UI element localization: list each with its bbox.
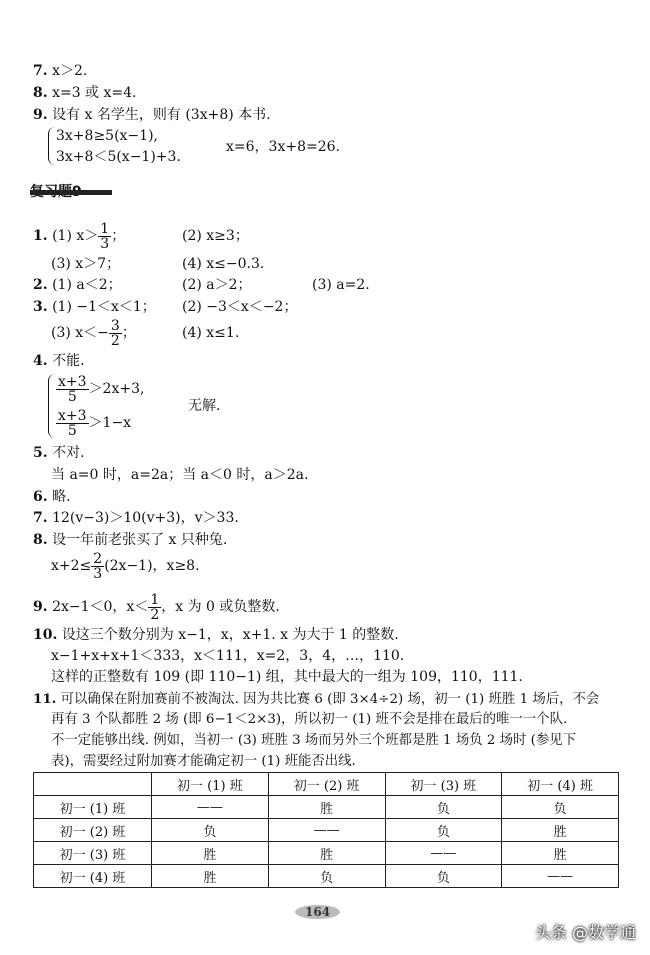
answer-8: [33, 84, 137, 102]
table-row: [34, 865, 619, 888]
q11-line-3: 不一定能够出线. 例如，当初一 (3) 班胜 3 场而另外三个班都是胜 1 场负 2 场时 (参见下: [51, 733, 577, 748]
answer-text: 设有 x 名学生，则有 (3x+8) 本书.: [52, 107, 271, 123]
q5-text: 不对.: [52, 445, 85, 461]
item-number: 5.: [33, 445, 48, 461]
answer-7: [33, 62, 87, 80]
answer-text: x=3 或 x=4.: [52, 85, 137, 101]
q3-answer-2: (2) −3＜x＜−2；: [182, 299, 298, 315]
table-row-header: 初一 (2) 班: [34, 819, 152, 842]
item-number: 9.: [33, 599, 48, 615]
table-header-row: [34, 773, 619, 796]
results-table: [33, 772, 619, 888]
fraction: $\frac{1}{2}$: [150, 591, 160, 623]
q11-line-4: 表)，需要经过附加赛才能确定初一 (1) 班能否出线.: [51, 754, 356, 769]
answer-text: x＞2.: [52, 63, 88, 79]
watermark: 头条 @数学通: [534, 923, 636, 942]
table-cell: 胜: [502, 842, 619, 865]
item-number: 4.: [33, 353, 48, 369]
table-row: [34, 842, 619, 865]
fraction: $\frac{1}{3}$: [100, 220, 110, 252]
q11-line-2: 再有 3 个队都胜 2 场 (即 6−1＜2×3)，所以初一 (1) 班不会是排在最后的唯一一个队.: [51, 712, 568, 727]
item-number: 11.: [33, 691, 57, 707]
q11-line-1: 可以确保在附加赛前不被淘汰. 因为共比赛 6 (即 3×4÷2) 场，初一 (1) 班胜 1 场后，不会: [60, 692, 600, 707]
q8: [33, 531, 227, 549]
item-number: 9.: [33, 107, 48, 123]
table-row-header: 初一 (3) 班: [34, 842, 152, 865]
q1-line-1: 1. (1) x＞ $\frac{1}{3}$ ；: [33, 220, 126, 252]
table-header-cell: 初一 (4) 班: [502, 773, 619, 796]
q8-text: 设一年前老张买了 x 只种兔.: [52, 532, 228, 548]
table-cell: 负: [385, 819, 502, 842]
q1-answer-4: (4) x≤−0.3.: [182, 256, 265, 272]
table-header-cell: [34, 773, 152, 796]
q3: [33, 298, 156, 316]
item-number: 8.: [33, 532, 48, 548]
table-cell: 胜: [268, 796, 385, 819]
table-cell: ——: [502, 865, 619, 888]
q8-formula: x+2≤ $\frac{2}{3}$ (2x−1)，x≥8.: [51, 550, 200, 582]
table-cell: 负: [268, 865, 385, 888]
title-strike-mark: [30, 190, 112, 195]
q6-text: 略.: [52, 489, 71, 505]
item-number: 8.: [33, 85, 48, 101]
table-header-cell: 初一 (2) 班: [268, 773, 385, 796]
q4-line-1: $\frac{x+3}{5}$ ＞2x+3,: [58, 373, 145, 405]
q4-answer: 无解.: [188, 398, 221, 414]
q2: [33, 276, 122, 294]
q4-text: 不能.: [52, 353, 85, 369]
table-cell: 负: [385, 796, 502, 819]
q11: [33, 690, 599, 709]
q2-answer-1: (1) a＜2；: [52, 277, 122, 293]
q4-line-2: $\frac{x+3}{5}$ ＞1−x: [58, 407, 132, 439]
table-cell: ——: [268, 819, 385, 842]
q2-answer-2: (2) a＞2；: [182, 277, 252, 293]
table-row: [34, 819, 619, 842]
item-number: 7.: [33, 510, 48, 526]
answer-9-result: x=6，3x+8=26.: [226, 139, 340, 155]
q10: [33, 626, 399, 644]
table-cell: 胜: [502, 819, 619, 842]
system-brace: [48, 127, 55, 165]
table-header-cell: 初一 (3) 班: [385, 773, 502, 796]
table-cell: ——: [152, 796, 269, 819]
table-header-cell: 初一 (1) 班: [152, 773, 269, 796]
q10-line-1: 设这三个数分别为 x−1，x，x+1. x 为大于 1 的整数.: [61, 627, 399, 643]
q1-answer-2: (2) x≥3；: [182, 228, 249, 244]
table-cell: 负: [385, 865, 502, 888]
q1-answer-3: (3) x＞7；: [51, 256, 121, 272]
q10-line-3: 这样的正整数有 109 (即 110−1) 组，其中最大的一组为 109，110，111.: [51, 669, 523, 685]
table-row-header: 初一 (4) 班: [34, 865, 152, 888]
fraction: $\frac{3}{2}$: [110, 317, 120, 349]
table-cell: 胜: [152, 842, 269, 865]
q3-answer-4: (4) x≤1.: [182, 325, 240, 341]
table-cell: 负: [502, 796, 619, 819]
table-row: [34, 796, 619, 819]
q5: [33, 444, 85, 462]
q2-answer-3: (3) a=2.: [312, 277, 370, 293]
q1-answer-1: (1) x＞: [52, 228, 99, 244]
q5-detail: 当 a=0 时，a=2a；当 a＜0 时，a＞2a.: [51, 467, 309, 483]
fraction: $\frac{x+3}{5}$: [58, 373, 87, 405]
table-cell: 胜: [268, 842, 385, 865]
item-number: 6.: [33, 489, 48, 505]
fraction: $\frac{x+3}{5}$: [58, 407, 87, 439]
item-number: 3.: [33, 299, 48, 315]
item-number: 10.: [33, 627, 58, 643]
item-number: 1.: [33, 228, 48, 244]
system-line-1: 3x+8≥5(x−1),: [56, 128, 158, 144]
table-cell: 负: [152, 819, 269, 842]
table-cell: ——: [385, 842, 502, 865]
item-number: 2.: [33, 277, 48, 293]
table-cell: 胜: [152, 865, 269, 888]
q9: 9. 2x−1＜0，x＜ $\frac{1}{2}$ ，x 为 0 或负整数.: [33, 591, 280, 623]
system-line-2: 3x+8＜5(x−1)+3.: [56, 149, 181, 165]
q4: [33, 352, 85, 370]
q7: [33, 509, 239, 527]
q3-answer-3: (3) x＜− $\frac{3}{2}$ ；: [51, 317, 136, 349]
fraction: $\frac{2}{3}$: [93, 550, 103, 582]
table-row-header: 初一 (1) 班: [34, 796, 152, 819]
system-brace: [48, 374, 55, 438]
answer-9: [33, 106, 271, 124]
item-number: 7.: [33, 63, 48, 79]
page-number: 164: [295, 905, 340, 919]
q7-text: 12(v−3)＞10(v+3)，v＞33.: [52, 510, 239, 526]
q6: [33, 488, 71, 506]
q10-line-2: x−1+x+x+1＜333，x＜111，x=2，3，4，…，110.: [51, 648, 405, 664]
q3-answer-1: (1) −1＜x＜1；: [52, 299, 156, 315]
